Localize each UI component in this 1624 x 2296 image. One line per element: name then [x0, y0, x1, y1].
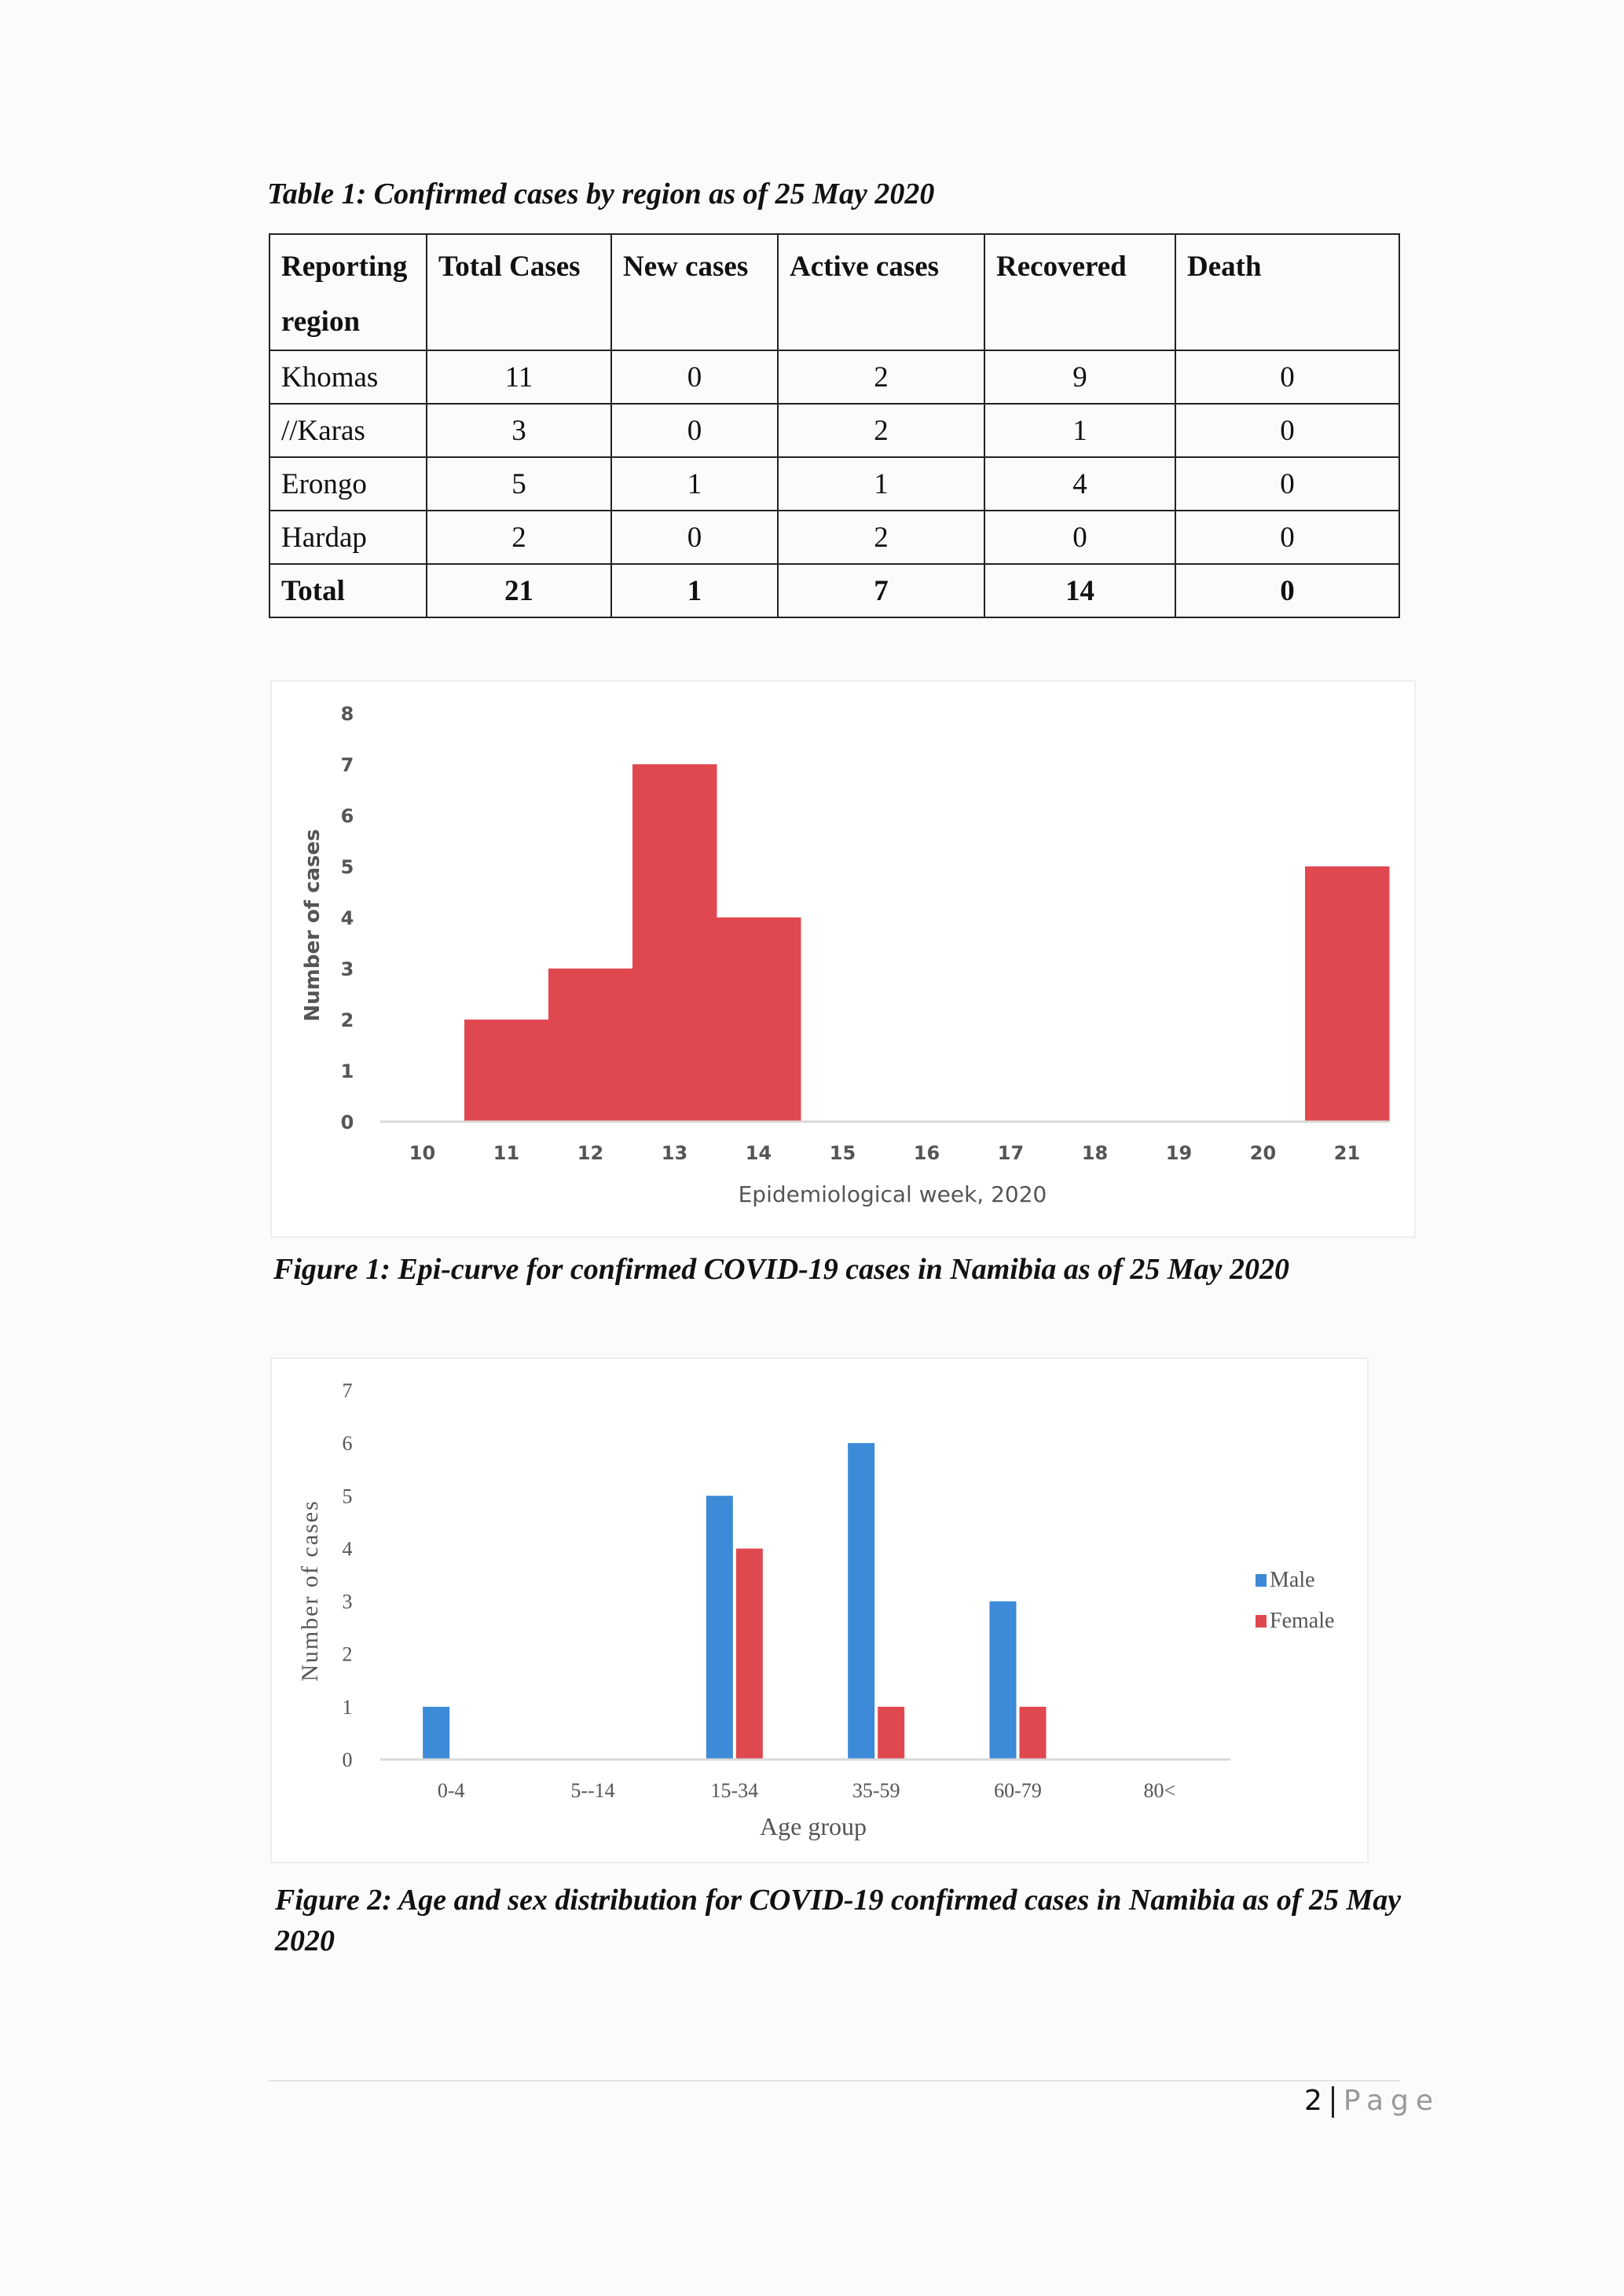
- header-region-line-2: region: [281, 306, 361, 338]
- x-tick-labels: [409, 1142, 1360, 1164]
- cell-active: 2: [778, 511, 984, 564]
- x-axis-label: Age group: [760, 1812, 867, 1840]
- footer-divider: [269, 2080, 1400, 2082]
- x-tick-label: 13: [661, 1142, 688, 1164]
- table-header-row: [269, 234, 1399, 350]
- bar-week-11: [464, 1020, 549, 1122]
- cell-recovered: 4: [984, 457, 1175, 511]
- y-tick-label: 2: [340, 1009, 354, 1031]
- table-row: [269, 457, 1399, 511]
- header-death: Death: [1175, 234, 1399, 350]
- table-row: [269, 511, 1399, 564]
- y-tick-label: 1: [342, 1695, 353, 1719]
- bar-week-12: [548, 969, 633, 1122]
- female-legend-label: Female: [1270, 1609, 1335, 1633]
- y-axis-label: Number of cases: [297, 1500, 323, 1682]
- y-tick-label: 0: [340, 1111, 354, 1133]
- y-tick-label: 1: [340, 1060, 354, 1082]
- cell-recovered: 9: [984, 350, 1175, 404]
- bar-male-60-79: [990, 1602, 1017, 1760]
- cell-total: 2: [427, 511, 611, 564]
- y-tick-label: 6: [342, 1432, 353, 1456]
- cell-recovered: 14: [984, 564, 1175, 617]
- cell-new: 0: [611, 511, 778, 564]
- cell-active: 7: [778, 564, 984, 617]
- x-tick-label: 19: [1165, 1142, 1193, 1164]
- x-tick-label: 35-59: [852, 1779, 900, 1802]
- cell-new: 1: [611, 564, 778, 617]
- cell-region: Erongo: [269, 457, 427, 511]
- y-tick-label: 5: [342, 1485, 353, 1508]
- bar-week-14: [717, 917, 801, 1122]
- bars-group: [423, 1443, 1046, 1760]
- cell-death: 0: [1175, 511, 1399, 564]
- cell-total: 3: [427, 404, 611, 457]
- cell-death: 0: [1175, 457, 1399, 511]
- y-tick-label: 6: [340, 805, 354, 827]
- y-tick-label: 0: [342, 1749, 353, 1771]
- cell-region: Khomas: [269, 350, 427, 404]
- x-tick-label: 12: [577, 1142, 604, 1164]
- x-tick-label: 14: [745, 1142, 772, 1164]
- cell-region: //Karas: [269, 404, 427, 457]
- age-sex-plot: [272, 1359, 1367, 1866]
- x-tick-label: 10: [409, 1142, 436, 1164]
- epi-curve-plot: [272, 682, 1414, 1240]
- x-tick-label: 15-34: [710, 1779, 759, 1802]
- cell-recovered: 0: [984, 511, 1175, 564]
- y-tick-label: 7: [342, 1379, 353, 1402]
- table-row: [269, 404, 1399, 457]
- x-tick-label: 20: [1249, 1142, 1277, 1164]
- bars-group: [464, 764, 1390, 1122]
- page-word: Page: [1343, 2085, 1441, 2117]
- page-footer: [1304, 2085, 1440, 2118]
- y-tick-label: 2: [342, 1642, 353, 1666]
- cell-new: 0: [611, 404, 778, 457]
- x-tick-label: 17: [997, 1142, 1025, 1164]
- cell-region: Hardap: [269, 511, 427, 564]
- header-recovered: Recovered: [984, 234, 1175, 350]
- bar-female-15-34: [736, 1548, 763, 1760]
- table-caption: Table 1: Confirmed cases by region as of 25 May 2020: [267, 178, 935, 211]
- y-tick-label: 8: [340, 703, 354, 725]
- y-tick-label: 7: [340, 754, 354, 776]
- figure-1-caption: Figure 1: Epi-curve for confirmed COVID-19 cases in Namibia as of 25 May 2020: [273, 1253, 1290, 1286]
- cell-active: 2: [778, 404, 984, 457]
- header-total-cases: Total Cases: [427, 234, 611, 350]
- header-region-line-1: Reporting: [281, 251, 408, 283]
- footer-separator: [1332, 2086, 1334, 2118]
- figure-2-caption: Figure 2: Age and sex distribution for COVID-19 confirmed cases in Namibia as of 25 May 2020: [275, 1884, 1402, 1957]
- cell-active: 2: [778, 350, 984, 404]
- header-active-cases: Active cases: [778, 234, 984, 350]
- x-tick-label: 15: [829, 1142, 856, 1164]
- bar-male-0-4: [423, 1707, 449, 1760]
- y-tick-labels: [341, 703, 354, 1133]
- age-sex-chart: [270, 1357, 1369, 1863]
- table-row: [269, 350, 1399, 404]
- cell-recovered: 1: [984, 404, 1175, 457]
- cell-new: 0: [611, 350, 778, 404]
- bar-female-60-79: [1020, 1707, 1047, 1760]
- x-tick-label: 80<: [1143, 1779, 1176, 1802]
- epi-curve-chart: [270, 680, 1416, 1238]
- y-axis-label: Number of cases: [301, 829, 324, 1022]
- x-tick-labels: [438, 1779, 1175, 1802]
- table-total-row: [269, 564, 1399, 617]
- female-legend-swatch: [1256, 1615, 1267, 1628]
- cell-death: 0: [1175, 350, 1399, 404]
- bar-week-21: [1305, 866, 1390, 1122]
- bar-week-13: [632, 764, 717, 1122]
- header-reporting-region: [269, 234, 427, 350]
- x-tick-label: 11: [493, 1142, 520, 1164]
- y-tick-labels: [343, 1379, 353, 1771]
- confirmed-cases-table: [269, 233, 1400, 618]
- male-legend-label: Male: [1270, 1568, 1315, 1592]
- y-tick-label: 3: [340, 958, 354, 980]
- y-tick-label: 3: [342, 1590, 353, 1613]
- bar-female-35-59: [878, 1707, 904, 1760]
- age-sex-svg: [272, 1359, 1367, 1862]
- bar-male-35-59: [848, 1443, 874, 1760]
- bar-male-15-34: [706, 1496, 733, 1760]
- x-tick-label: 5--14: [570, 1779, 615, 1802]
- male-legend-swatch: [1256, 1574, 1267, 1587]
- cell-new: 1: [611, 457, 778, 511]
- legend: [1256, 1568, 1334, 1633]
- cell-total: 5: [427, 457, 611, 511]
- cell-death: 0: [1175, 564, 1399, 617]
- header-new-cases: New cases: [611, 234, 778, 350]
- cell-total: 11: [427, 350, 611, 404]
- x-tick-label: 16: [913, 1142, 940, 1164]
- epi-curve-svg: [272, 682, 1414, 1236]
- x-tick-label: 60-79: [994, 1779, 1042, 1802]
- x-axis-label: Epidemiological week, 2020: [738, 1181, 1047, 1207]
- x-tick-label: 0-4: [437, 1779, 465, 1802]
- y-tick-label: 5: [340, 856, 354, 878]
- cell-active: 1: [778, 457, 984, 511]
- x-tick-label: 18: [1081, 1142, 1109, 1164]
- cell-region: Total: [269, 564, 427, 617]
- cell-death: 0: [1175, 404, 1399, 457]
- x-tick-label: 21: [1333, 1142, 1361, 1164]
- y-tick-label: 4: [340, 907, 354, 929]
- cell-total: 21: [427, 564, 611, 617]
- page-number: 2: [1304, 2085, 1322, 2117]
- y-tick-label: 4: [342, 1537, 353, 1561]
